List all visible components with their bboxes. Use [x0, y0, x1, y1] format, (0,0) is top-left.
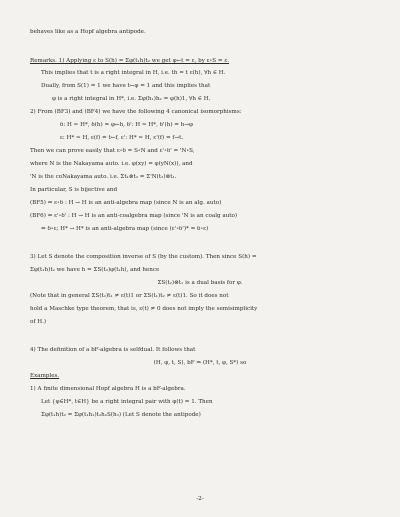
text-line: hold a Maschke type theorem, that is, ε(t) ≠ 0 does not imply the semisimplicity	[30, 306, 258, 312]
text-line: ⇔ δ∘ε; H* → H* is an anti-algebra map (since (ε'∘δ')* = δ∘ε)	[41, 226, 209, 232]
formula-line: ε: H* ≃ H, ε(f) = t←f, ε': H* ≃ H, ε'(f) = f→t.	[60, 135, 184, 141]
formula-line: (H, φ, t, S), bF ⇒ (H*, t, φ, S*) so	[153, 360, 247, 366]
text-line: φ is a right integral in H*, i.e. Σφ(h₁)h₂ = φ(h)1, ∀h ∈ H.	[52, 96, 211, 102]
text-line: (BF6) ⇔ ε'∘δ' : H → H is an anti-coalgebra map (since 'N is an coalg auto)	[30, 213, 238, 219]
text-line: Then we can prove easily that ε∘δ = S∘N and ε'∘δ' = 'N∘S,	[30, 148, 195, 154]
text-line: behaves like as a Hopf algebra antipode.	[30, 29, 146, 35]
text-line: In particular, S is bijective and	[30, 187, 118, 193]
text-line: of H.)	[30, 319, 47, 325]
text-line: 4) The definition of a bF-algebra is selfdual. It follows that	[30, 347, 196, 353]
formula-line: ΣS(t₂)⊗t₁ is a dual basis for φ.	[157, 280, 243, 286]
text-line: 2) From (BF3) and (BF4) we have the following 4 canonical isomorphisms:	[30, 109, 242, 115]
formula-line: Σφ(t₁h)t₂ = Σφ(t₁h₁)t₂h₂S(h₃) (Let S denote the antipode)	[41, 412, 201, 418]
formula-line: δ: H ≃ H*, δ(h) = φ←h, δ': H ≃ H*, δ'(h) = h→φ	[60, 122, 193, 128]
text-line: Σφ(t₁h)t₂ we have h = ΣS(t₂)φ(t₁h), and hence	[30, 267, 160, 273]
text-line: where N is the Nakayama auto. i.e. φ(xy) = φ(yN(x)), and	[30, 161, 193, 167]
text-line: Let {φ∈H*, t∈H} be a right integral pair with φ(t) = 1. Then	[41, 399, 213, 405]
examples-heading: Examples.	[30, 373, 60, 379]
text-line: 'N is the coNakayama auto. i.e. Σt₁⊗t₂ = Σ'N(t₂)⊗t₁.	[30, 174, 177, 180]
text-line: This implies that t is a right integral in H, i.e. th = t ε(h), ∀h ∈ H.	[41, 70, 226, 76]
text-line: (BF5) ⇔ ε∘δ : H → H is an anti-algebra map (since N is an alg. auto)	[30, 200, 222, 206]
remarks-heading-line: Remarks. 1) Applying ε to S(h) = Σφ(t₁h)t₂ we get φ←t = ε, by ε∘S = ε.	[30, 58, 230, 64]
text-line: 3) Let S denote the composition inverse of S (by the custom). Then since S(h) =	[30, 254, 257, 260]
text-line: 1) A finite dimensional Hopf algebra H is a bF-algebra.	[30, 386, 186, 392]
page-number: -2-	[196, 496, 204, 502]
text-line: (Note that in general ΣS(t₂)t₁ ≠ ε(t)1 or ΣS(t₁)t₂ ≠ ε(t)1. So it does not	[30, 293, 229, 299]
text-line: Dually, from S(1) = 1 we have t←φ = 1 and this implies that	[41, 83, 211, 89]
